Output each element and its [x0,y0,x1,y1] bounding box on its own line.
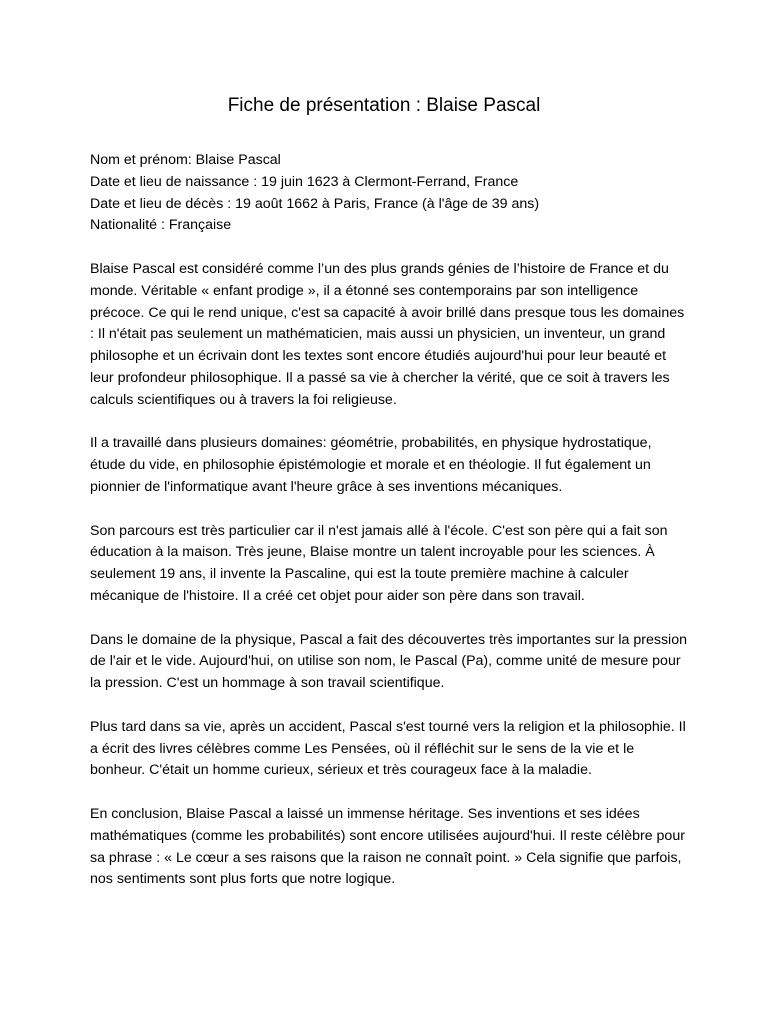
info-name: Nom et prénom: Blaise Pascal [90,152,281,168]
paragraph-physics: Dans le domaine de la physique, Pascal a fait des découvertes très importantes sur la pression de l'air et le vide. Aujourd'hui, on utilise son nom, le Pascal (Pa), comme unité de mesure pour la pression. C'est un hommage à son travail scientifique. [90,631,687,692]
paragraph-conclusion: En conclusion, Blaise Pascal a laissé un immense héritage. Ses inventions et ses idées mathématiques (comme les probabilités) sont encore utilisées aujourd'hui. Il reste célèbre pour sa phrase : « Le cœur a ses raisons que la raison ne connaît point. » Cela signifie que parfois, nos sentiments sont plus forts que notre logique. [90,805,685,888]
info-nationality: Nationalité : Française [90,217,232,234]
document-title: Fiche de présentation : Blaise Pascal [227,95,541,116]
info-birth: Date et lieu de naissance : 19 juin 1623 à Clermont-Ferrand, France [90,173,519,190]
paragraph-education: Son parcours est très particulier car il n'est jamais allé à l'école. C'est son père qui a fait son éducation à la maison. Très jeune, Blaise montre un talent incroyable pour les sciences. À seulement 19 ans, il invente la Pascaline, qui est la toute première machine à calculer mécanique de l'histoire. Il a créé cet objet pour aider son père dans son travail. [90,522,668,604]
paragraph-introduction: Blaise Pascal est considéré comme l’un des plus grands génies de l’histoire de France et du monde. Véritable « enfant prodige », il a étonné ses contemporains par son intelligence précoce. Ce qui le rend unique, c'est sa capacité à avoir brillé dans presque tous les domaines : Il n'était pas seulement un mathématicien, mais aussi un physicien, un inventeur, un grand philosophe et un écrivain dont les textes sont encore étudiés aujourd'hui pour leur beauté et leur profondeur philosophique. Il a passé sa vie à chercher la vérité, que ce soit à travers les calculs scientifiques ou à travers la foi religieuse. [90,260,685,408]
info-death: Date et lieu de décès : 19 août 1662 à Paris, France (à l'âge de 39 ans) [90,195,540,212]
identity-block [90,150,690,237]
paragraph-domains: Il a travaillé dans plusieurs domaines: géométrie, probabilités, en physique hydrostatique, étude du vide, en philosophie épistémologie et morale et en théologie. Il fut également un pionnier de l'informatique avant l'heure grâce à ses inventions mécaniques. [90,435,652,495]
paragraph-religion: Plus tard dans sa vie, après un accident, Pascal s'est tourné vers la religion et la philosophie. Il a écrit des livres célèbres comme Les Pensées, où il réfléchit sur le sens de la vie et le bonheur. C'était un homme curieux, sérieux et très courageux face à la maladie. [90,718,686,779]
document-body [90,150,690,913]
